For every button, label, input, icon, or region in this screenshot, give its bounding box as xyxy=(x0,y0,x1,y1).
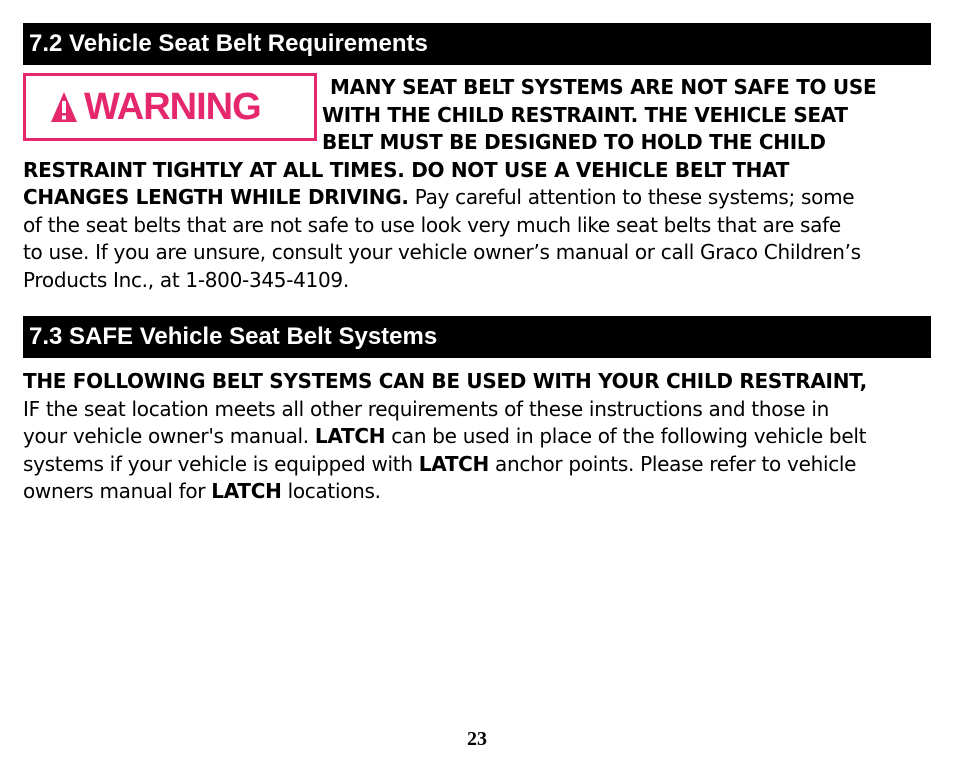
safe-line-4 xyxy=(23,451,856,479)
latch-term: LATCH xyxy=(314,424,386,448)
section-heading-7-3: 7.3 SAFE Vehicle Seat Belt Systems xyxy=(23,316,931,358)
safe-line-3b: can be used in place of the following vehicle belt xyxy=(385,424,867,448)
safe-lead: THE FOLLOWING BELT SYSTEMS CAN BE USED WITH YOUR CHILD RESTRAINT, xyxy=(23,369,867,393)
safe-line-2: IF the seat location meets all other requirements of these instructions and those in xyxy=(23,396,829,421)
warning-body-2: of the seat belts that are not safe to use look very much like seat belts that are safe xyxy=(23,212,841,237)
safe-line-5b: locations. xyxy=(281,479,381,503)
safe-line-4b: anchor points. Please refer to vehicle xyxy=(489,451,857,476)
page-number: 23 xyxy=(467,728,487,750)
latch-term: LATCH xyxy=(211,479,282,503)
latch-term: LATCH xyxy=(418,451,489,476)
section-heading-7-2: 7.2 Vehicle Seat Belt Requirements xyxy=(23,23,931,65)
warning-line-1: MANY SEAT BELT SYSTEMS ARE NOT SAFE TO USE xyxy=(330,75,877,99)
safe-line-5a: owners manual for xyxy=(23,479,212,503)
warning-triangle-icon xyxy=(50,91,78,123)
warning-line-4: RESTRAINT TIGHTLY AT ALL TIMES. DO NOT USE A VEHICLE BELT THAT xyxy=(23,157,790,182)
warning-line-5-bold: CHANGES LENGTH WHILE DRIVING. xyxy=(23,185,409,209)
warning-body-4: Products Inc., at 1-800-345-4109. xyxy=(23,267,349,292)
warning-label: WARNING xyxy=(84,86,261,128)
warning-line-5 xyxy=(23,184,854,212)
warning-line-3: BELT MUST BE DESIGNED TO HOLD THE CHILD xyxy=(322,130,826,154)
warning-body-1: Pay careful attention to these systems; some xyxy=(408,185,855,209)
safe-line-3 xyxy=(23,423,866,451)
warning-line-2: WITH THE CHILD RESTRAINT. THE VEHICLE SEAT xyxy=(322,102,848,127)
warning-label-box xyxy=(23,73,317,141)
safe-line-3a: your vehicle owner's manual. xyxy=(23,424,315,448)
safe-line-4a: systems if your vehicle is equipped with xyxy=(23,451,419,476)
warning-body-3: to use. If you are unsure, consult your vehicle owner’s manual or call Graco Children’s xyxy=(23,240,861,264)
safe-line-5 xyxy=(23,478,381,506)
